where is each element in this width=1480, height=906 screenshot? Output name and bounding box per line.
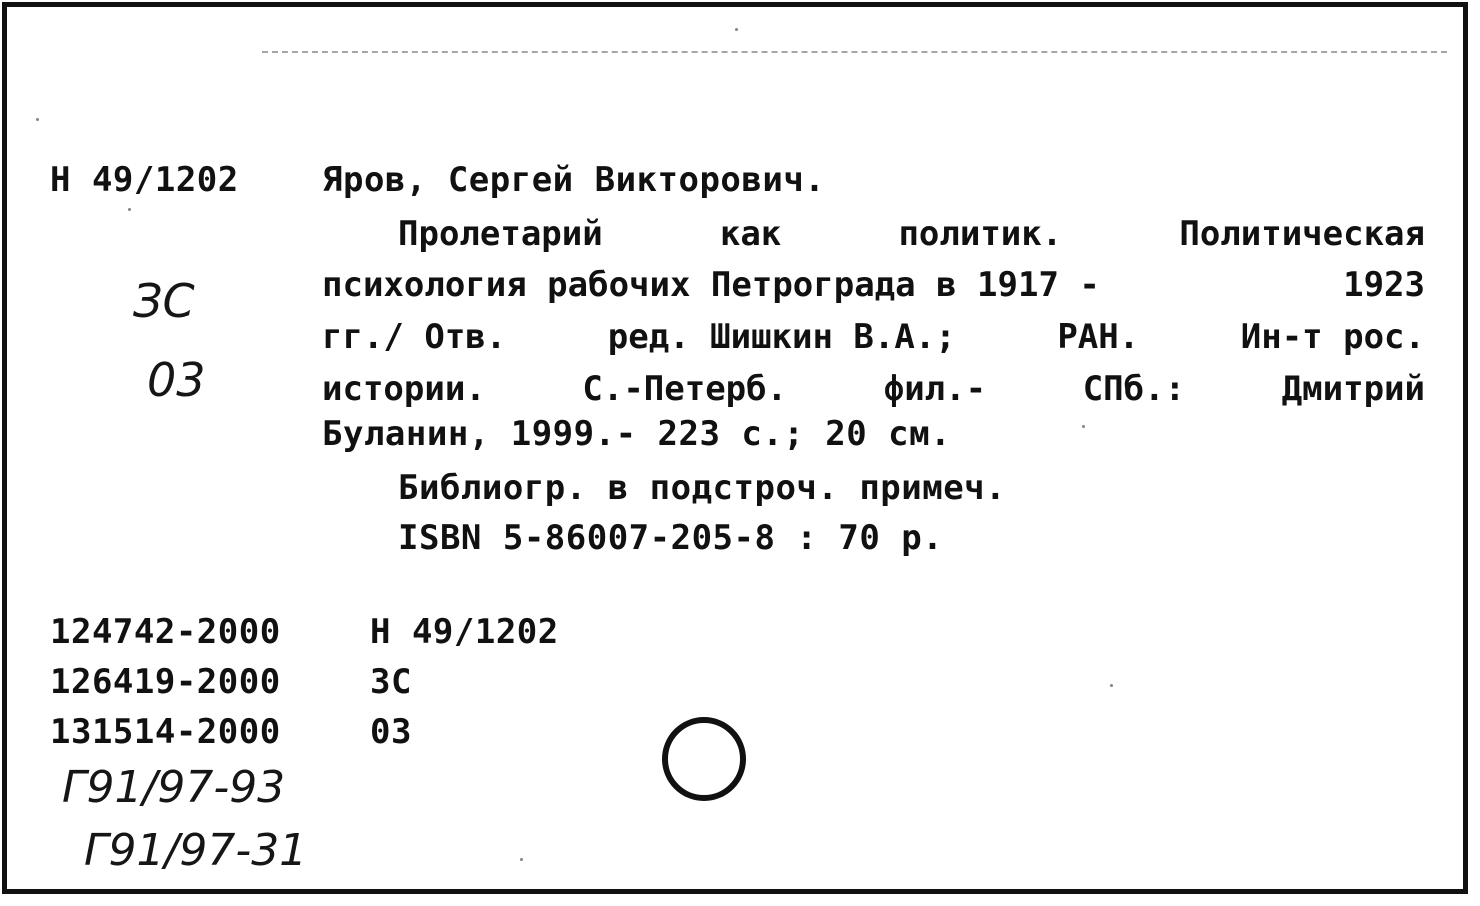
holding-inventory: 126419-2000 <box>50 662 281 702</box>
title-segment: РАН. <box>1057 317 1140 357</box>
holding-location: 03 <box>370 712 412 752</box>
holding-inventory: 131514-2000 <box>50 712 281 752</box>
handwritten-mark-zs: ЗС <box>133 274 195 328</box>
title-word: как <box>719 214 782 254</box>
speck <box>520 858 523 861</box>
title-segment: СПб.: <box>1082 369 1186 409</box>
title-segment: Дмитрий <box>1281 369 1425 409</box>
top-dashed-rule <box>262 51 1447 53</box>
title-segment: фил.- <box>883 369 987 409</box>
speck <box>36 118 39 121</box>
author-heading: Яров, Сергей Викторович. <box>322 160 826 200</box>
title-segment: С.-Петерб. <box>582 369 788 409</box>
title-line-2 <box>322 265 1425 305</box>
bibliography-note: Библиогр. в подстроч. примеч. <box>398 468 1007 508</box>
title-word: Политическая <box>1179 214 1425 254</box>
handwritten-mark-03: 03 <box>147 353 206 407</box>
speck <box>1082 425 1085 428</box>
speck <box>128 208 131 211</box>
handwritten-shelf-mark: Г91/97-93 <box>62 762 286 813</box>
title-word: политик. <box>898 214 1063 254</box>
holding-inventory: 124742-2000 <box>50 612 281 652</box>
isbn-line: ISBN 5-86007-205-8 : 70 р. <box>398 518 944 558</box>
title-line-4 <box>322 369 1425 409</box>
title-segment: психология рабочих Петрограда в 1917 - <box>322 265 1100 305</box>
circle-stamp <box>662 717 746 801</box>
holding-location: Н 49/1202 <box>370 612 559 652</box>
speck <box>1110 684 1113 687</box>
title-segment: 1923 <box>1343 265 1425 305</box>
title-segment: истории. <box>322 369 486 409</box>
title-segment: ред. Шишкин В.А.; <box>607 317 956 357</box>
publisher-line: Буланин, 1999.- 223 с.; 20 см. <box>322 414 952 454</box>
title-line-3 <box>322 317 1425 357</box>
title-word: Пролетарий <box>398 214 603 254</box>
handwritten-shelf-mark: Г91/97-31 <box>84 825 308 876</box>
title-segment: Ин-т рос. <box>1240 317 1425 357</box>
title-segment: гг./ Отв. <box>322 317 507 357</box>
speck <box>735 28 738 31</box>
call-number: Н 49/1202 <box>50 160 239 200</box>
title-line-1 <box>398 214 1425 254</box>
holding-location: ЗС <box>370 662 412 702</box>
